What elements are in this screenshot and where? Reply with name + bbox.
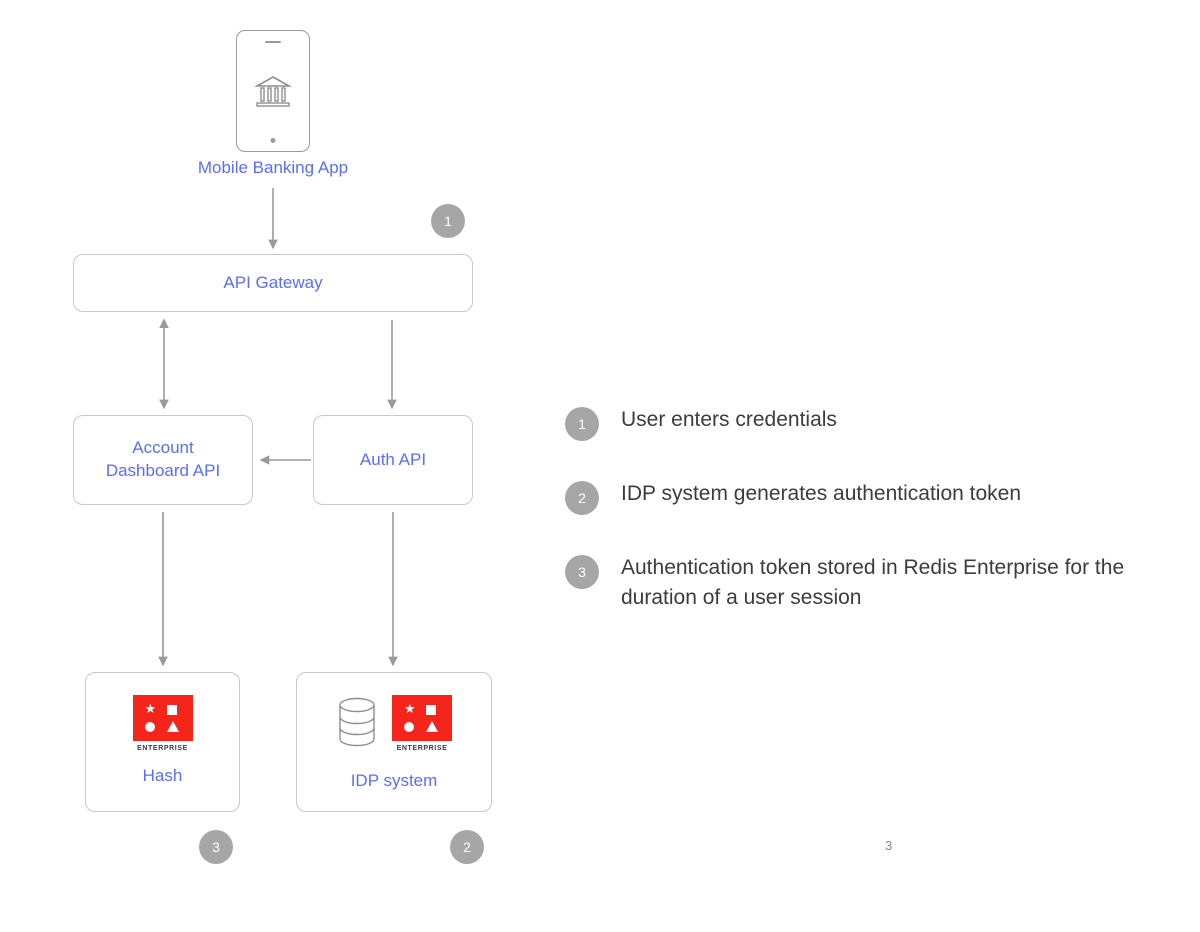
legend-text: IDP system generates authentication token: [621, 482, 1022, 505]
api-gateway-label: API Gateway: [223, 272, 323, 292]
redis-triangle-glyph: [426, 721, 438, 732]
idp-enterprise-label: ENTERPRISE: [396, 745, 448, 752]
redis-logo-icon: [133, 695, 193, 741]
redis-logo-icon: [392, 695, 452, 741]
redis-square-glyph: [167, 705, 177, 715]
legend-badge: 1: [565, 407, 599, 441]
legend: [565, 405, 1185, 651]
phone-speaker: [265, 41, 281, 43]
idp-node-graphics: [336, 695, 452, 758]
node-auth-api[interactable]: [313, 415, 473, 505]
node-account-dashboard-api[interactable]: [73, 415, 253, 505]
auth-api-label: Auth API: [359, 449, 427, 469]
redis-square-glyph: [426, 705, 436, 715]
node-hash[interactable]: [85, 672, 240, 812]
legend-badge: 2: [565, 481, 599, 515]
legend-item: [565, 479, 1185, 515]
mobile-banking-app-node[interactable]: [236, 30, 310, 152]
redis-circle-glyph: [404, 722, 414, 732]
redis-triangle-glyph: [167, 721, 179, 732]
hash-label: Hash: [142, 766, 183, 785]
database-icon: [336, 695, 382, 758]
step-badge-hash: 3: [199, 830, 233, 864]
account-dashboard-label-line1: Account: [132, 438, 194, 458]
legend-item: [565, 405, 1185, 441]
redis-star-glyph: ★: [144, 701, 157, 716]
mobile-banking-app-label: Mobile Banking App: [197, 158, 349, 177]
hash-node-graphics: [133, 695, 193, 753]
phone-home-button: [271, 138, 276, 143]
node-api-gateway[interactable]: [73, 254, 473, 312]
hash-enterprise-label: ENTERPRISE: [137, 745, 188, 752]
redis-star-glyph: ★: [404, 701, 416, 716]
legend-item: [565, 553, 1185, 613]
idp-label: IDP system: [350, 770, 438, 790]
phone-body: [236, 30, 310, 152]
account-dashboard-label-line2: Dashboard API: [105, 461, 221, 480]
redis-enterprise-mark: [133, 695, 193, 753]
page-number: 3: [885, 838, 893, 853]
redis-circle-glyph: [145, 722, 155, 732]
step-badge-idp: 2: [450, 830, 484, 864]
legend-badge: 3: [565, 555, 599, 589]
step-badge-gateway: 1: [431, 204, 465, 238]
legend-text: Authentication token stored in Redis Enterprise for the duration of a user session: [621, 556, 1125, 609]
node-idp-system[interactable]: [296, 672, 492, 812]
bank-icon: [241, 49, 305, 135]
redis-enterprise-mark: [392, 695, 452, 753]
legend-text: User enters credentials: [621, 408, 837, 431]
